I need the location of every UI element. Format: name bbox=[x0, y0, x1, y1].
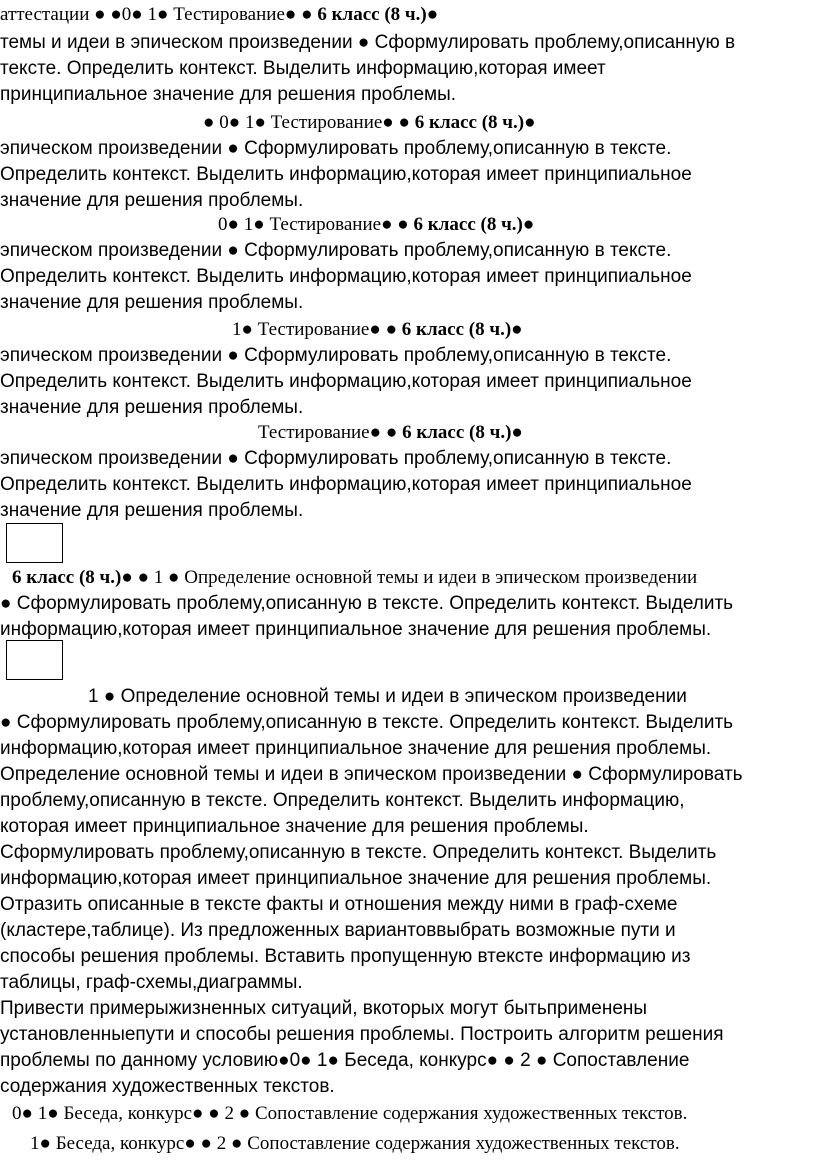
text-line bbox=[0, 57, 606, 81]
text-line bbox=[0, 971, 303, 995]
text-line bbox=[0, 945, 690, 969]
text-segment: которая имеет принципиальное значение для решения проблемы. bbox=[0, 816, 589, 837]
text-segment: ● Сформулировать проблему,описанную в тексте. Определить контекст. Выделить bbox=[0, 712, 734, 733]
text-line bbox=[0, 592, 733, 616]
text-segment: информацию,которая имеет принципиальное значение для решения проблемы. bbox=[0, 738, 712, 759]
text-line bbox=[0, 137, 671, 161]
text-line bbox=[88, 685, 687, 709]
bold-segment: 6 класс (8 ч.) bbox=[317, 4, 427, 25]
text-line bbox=[0, 3, 438, 27]
text-line bbox=[0, 763, 743, 787]
text-line bbox=[0, 1049, 689, 1073]
text-line bbox=[0, 618, 711, 642]
text-line bbox=[0, 815, 589, 839]
empty-frame-box bbox=[6, 640, 63, 680]
text-segment: 0● 1● Тестирование● ● bbox=[218, 214, 414, 235]
text-line bbox=[0, 265, 692, 289]
text-line bbox=[0, 239, 671, 263]
text-segment: 1● Тестирование● ● bbox=[232, 319, 402, 340]
bold-segment: 6 класс (8 ч.) bbox=[12, 567, 122, 588]
text-segment: ● Сформулировать проблему,описанную в тексте. Определить контекст. Выделить bbox=[0, 593, 734, 614]
text-segment: эпическом произведении ● Сформулировать проблему,описанную в тексте. bbox=[0, 240, 672, 261]
text-segment: 1 ● Определение основной темы и идеи в эпическом произведении bbox=[88, 686, 687, 707]
text-line bbox=[0, 83, 456, 107]
text-segment: значение для решения проблемы. bbox=[0, 190, 304, 211]
text-segment: эпическом произведении ● Сформулировать проблему,описанную в тексте. bbox=[0, 345, 672, 366]
text-segment: ● 0● 1● Тестирование● ● bbox=[203, 112, 415, 133]
text-segment: (кластере,таблице). Из предложенных вариантоввыбрать возможные пути и bbox=[0, 920, 676, 941]
text-line bbox=[0, 473, 692, 497]
text-line bbox=[232, 318, 523, 342]
text-segment: Определить контекст. Выделить информацию,которая имеет принципиальное bbox=[0, 164, 692, 185]
text-segment: ● bbox=[426, 4, 439, 25]
text-segment: проблемы по данному условию●0● 1● Беседа, конкурс● ● 2 ● Сопоставление bbox=[0, 1050, 690, 1071]
text-segment: Отразить описанные в тексте факты и отношения между ними в граф-схеме bbox=[0, 894, 678, 915]
text-segment: содержания художественных текстов. bbox=[0, 1076, 335, 1097]
text-segment: Определение основной темы и идеи в эпическом произведении ● Сформулировать bbox=[0, 764, 743, 785]
text-segment: аттестации ● ●0● 1● Тестирование● ● bbox=[0, 4, 318, 25]
text-segment: Определить контекст. Выделить информацию,которая имеет принципиальное bbox=[0, 371, 692, 392]
text-line bbox=[0, 919, 676, 943]
text-line bbox=[0, 396, 303, 420]
text-line bbox=[0, 737, 711, 761]
text-line bbox=[0, 291, 303, 315]
text-segment: проблему,описанную в тексте. Определить контекст. Выделить информацию, bbox=[0, 790, 685, 811]
bold-segment: 6 класс (8 ч.) bbox=[401, 319, 512, 340]
text-segment: темы и идеи в эпическом произведении ● Сформулировать проблему,описанную в bbox=[0, 32, 736, 53]
text-line bbox=[258, 421, 523, 445]
text-segment: способы решения проблемы. Вставить пропущенную втексте информацию из bbox=[0, 946, 691, 967]
text-segment: информацию,которая имеет принципиальное значение для решения проблемы. bbox=[0, 868, 712, 889]
text-line bbox=[0, 711, 733, 735]
text-line bbox=[0, 789, 685, 813]
text-line bbox=[0, 31, 735, 55]
text-segment: Определить контекст. Выделить информацию,которая имеет принципиальное bbox=[0, 474, 692, 495]
text-line bbox=[0, 447, 671, 471]
text-segment: эпическом произведении ● Сформулировать проблему,описанную в тексте. bbox=[0, 138, 672, 159]
text-line bbox=[203, 111, 536, 135]
text-line bbox=[0, 1023, 724, 1047]
text-segment: ● bbox=[511, 422, 523, 443]
text-segment: Привести примерыжизненных ситуаций, вкоторых могут бытьприменены bbox=[0, 998, 648, 1019]
text-line bbox=[12, 1102, 687, 1126]
empty-frame-box bbox=[6, 523, 63, 563]
text-line bbox=[0, 163, 692, 187]
text-segment: значение для решения проблемы. bbox=[0, 500, 304, 521]
text-line bbox=[0, 499, 303, 523]
text-segment: принципиальное значение для решения проблемы. bbox=[0, 84, 457, 105]
text-segment: информацию,которая имеет принципиальное значение для решения проблемы. bbox=[0, 619, 712, 640]
text-line bbox=[0, 370, 692, 394]
text-segment: 0● 1● Беседа, конкурс● ● 2 ● Сопоставление содержания художественных текстов. bbox=[12, 1103, 688, 1124]
bold-segment: 6 класс (8 ч.) bbox=[402, 422, 512, 443]
text-segment: таблицы, граф-схемы,диаграммы. bbox=[0, 972, 303, 993]
text-line bbox=[0, 344, 671, 368]
text-segment: ● ● 1 ● Определение основной темы и идеи в эпическом произведении bbox=[121, 567, 698, 588]
text-segment: ● bbox=[524, 112, 536, 133]
text-line bbox=[12, 566, 697, 590]
text-line bbox=[0, 997, 647, 1021]
text-line bbox=[0, 867, 711, 891]
text-segment: Сформулировать проблему,описанную в тексте. Определить контекст. Выделить bbox=[0, 842, 717, 863]
text-line bbox=[218, 213, 534, 237]
text-segment: ● bbox=[522, 214, 535, 235]
text-line bbox=[0, 189, 303, 213]
text-line bbox=[0, 841, 716, 865]
text-segment: эпическом произведении ● Сформулировать проблему,описанную в тексте. bbox=[0, 448, 672, 469]
text-line bbox=[0, 1075, 335, 1099]
text-segment: ● bbox=[511, 319, 523, 340]
text-segment: значение для решения проблемы. bbox=[0, 292, 304, 313]
text-segment: тексте. Определить контекст. Выделить информацию,которая имеет bbox=[0, 58, 606, 79]
text-line bbox=[30, 1132, 680, 1156]
bold-segment: 6 класс (8 ч.) bbox=[413, 214, 523, 235]
bold-segment: 6 класс (8 ч.) bbox=[414, 112, 525, 133]
text-segment: 1● Беседа, конкурс● ● 2 ● Сопоставление содержания художественных текстов. bbox=[30, 1133, 680, 1154]
text-segment: установленныепути и способы решения проблемы. Построить алгоритм решения bbox=[0, 1024, 724, 1045]
text-segment: Тестирование● ● bbox=[258, 422, 403, 443]
text-line bbox=[0, 893, 678, 917]
text-segment: Определить контекст. Выделить информацию,которая имеет принципиальное bbox=[0, 266, 692, 287]
text-segment: значение для решения проблемы. bbox=[0, 397, 304, 418]
